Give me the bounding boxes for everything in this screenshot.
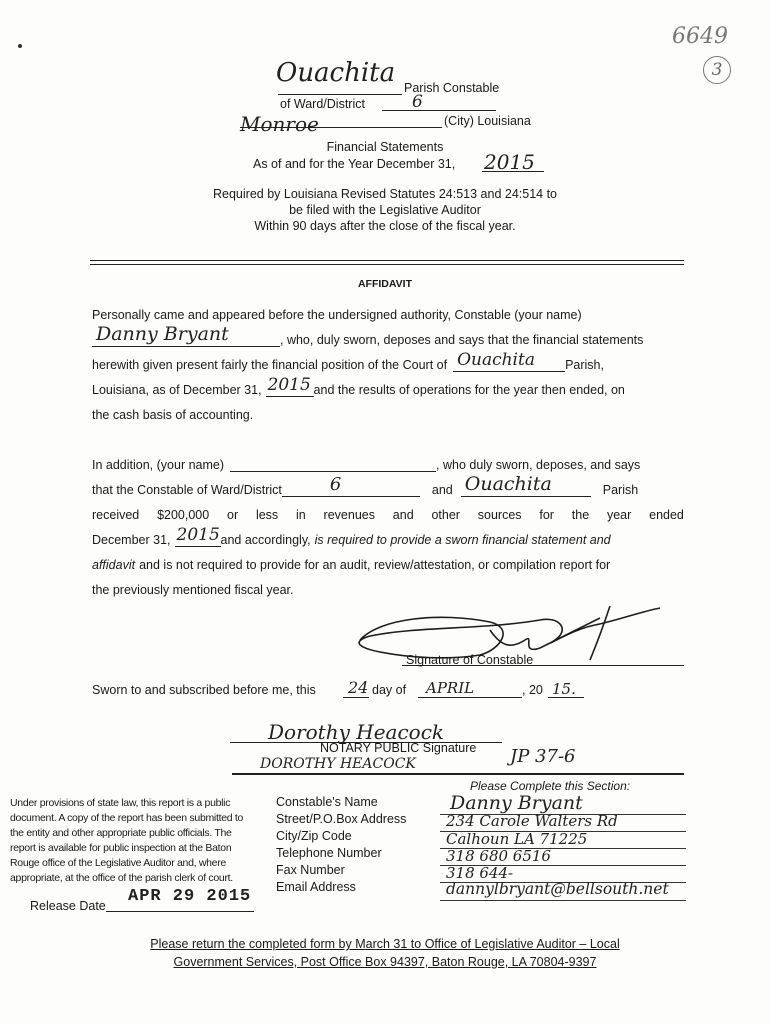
day-line bbox=[343, 697, 369, 698]
day-handwritten: 24 bbox=[348, 678, 369, 697]
constable-name-label: Constable's Name bbox=[276, 795, 378, 809]
constable-name-blank bbox=[92, 323, 280, 347]
year-handwritten: 2015 bbox=[484, 150, 535, 174]
p2-line-1: In addition, (your name) bbox=[92, 458, 225, 472]
p2-line-4-plain: and accordingly, bbox=[220, 533, 311, 547]
constable-name-handwritten: Danny Bryant bbox=[96, 323, 229, 345]
court-parish-handwritten: Ouachita bbox=[457, 350, 535, 370]
day-of-text: day of bbox=[372, 683, 407, 697]
city-line bbox=[240, 127, 442, 128]
footer-line-1: Please return the completed form by March 31 to Office of Legislative Auditor – Local bbox=[150, 937, 620, 951]
p1-line-3: herewith given present fairly the financial position of the Court of bbox=[92, 358, 448, 372]
p1-line-2: , who, duly sworn, deposes and says that the financial statements bbox=[280, 333, 644, 347]
p2-word: other bbox=[431, 508, 460, 522]
affidavit-heading: AFFIDAVIT bbox=[357, 278, 413, 290]
circled-number-value: 3 bbox=[711, 60, 723, 80]
double-rule bbox=[90, 260, 684, 265]
court-parish-blank bbox=[453, 350, 565, 372]
p2-word: or bbox=[227, 508, 239, 522]
email-label: Email Address bbox=[276, 880, 356, 894]
telephone-value: 318 680 6516 bbox=[446, 847, 551, 865]
fax-label: Fax Number bbox=[276, 863, 345, 877]
p2-year-handwritten: 2015 bbox=[176, 525, 220, 545]
notary-label: NOTARY PUBLIC Signature bbox=[320, 741, 477, 755]
release-date-label: Release Date bbox=[30, 899, 106, 913]
ward-line bbox=[382, 110, 496, 111]
p2-line-3 bbox=[92, 504, 684, 522]
p2-word: received bbox=[92, 508, 140, 522]
p2-word: the bbox=[571, 508, 590, 522]
sworn-year-handwritten: 15. bbox=[552, 680, 576, 698]
ward-handwritten: 6 bbox=[412, 92, 423, 112]
p2-ward-blank bbox=[282, 474, 420, 497]
constable-name-value: Danny Bryant bbox=[450, 792, 583, 814]
release-date-stamp: APR 29 2015 bbox=[128, 887, 252, 906]
p2-line-2: that the Constable of Ward/District bbox=[92, 483, 282, 497]
p2-parish-blank bbox=[461, 473, 591, 497]
p2-word: and bbox=[392, 508, 414, 522]
p2-parish-word: Parish bbox=[602, 483, 639, 497]
value-line bbox=[440, 900, 686, 901]
page-number-handwritten: 6649 bbox=[672, 24, 728, 49]
section-rule bbox=[232, 773, 684, 775]
p1-year-handwritten: 2015 bbox=[267, 375, 311, 395]
p2-line-6: the previously mentioned fiscal year. bbox=[92, 583, 294, 597]
notary-id-handwritten: JP 37-6 bbox=[510, 746, 576, 767]
fax-value: 318 644- bbox=[446, 864, 514, 882]
p1-parish-word: Parish, bbox=[565, 358, 604, 372]
p2-word: less bbox=[255, 508, 279, 522]
city-zip-value: Calhoun LA 71225 bbox=[446, 830, 588, 848]
notice-line: Under provisions of state law, this report is a public bbox=[10, 797, 231, 809]
fs-title: Financial Statements bbox=[326, 140, 444, 154]
circled-number bbox=[703, 56, 731, 84]
p2-word: ended bbox=[649, 508, 684, 522]
p2-line-1-after: , who duly sworn, deposes, and says bbox=[436, 458, 641, 472]
p2-word: $200,000 bbox=[157, 508, 210, 522]
p1-line-1: Personally came and appeared before the undersigned authority, Constable (your name) bbox=[92, 308, 582, 322]
notice-line: appropriate, at the office of the parish clerk of court. bbox=[10, 872, 233, 884]
required-line-2: be filed with the Legislative Auditor bbox=[289, 203, 481, 217]
required-line-3: Within 90 days after the close of the fiscal year. bbox=[254, 219, 516, 233]
public-notice bbox=[10, 796, 243, 886]
p2-word: in bbox=[296, 508, 306, 522]
sworn-year-line bbox=[548, 697, 584, 698]
p2-word: revenues bbox=[323, 508, 375, 522]
telephone-label: Telephone Number bbox=[276, 846, 382, 860]
p1-line-4: Louisiana, as of December 31, bbox=[92, 383, 262, 397]
p2-and: and bbox=[431, 483, 453, 497]
parish-handwritten: Ouachita bbox=[276, 58, 396, 88]
p2-parish-handwritten: Ouachita bbox=[464, 473, 552, 495]
year-line-label: As of and for the Year December 31, bbox=[253, 157, 456, 171]
sworn-text: Sworn to and subscribed before me, this bbox=[92, 683, 316, 697]
p2-ward-handwritten: 6 bbox=[329, 474, 342, 495]
email-value: dannylbryant@bellsouth.net bbox=[446, 880, 669, 898]
p2-word: sources bbox=[477, 508, 522, 522]
month-line bbox=[418, 697, 522, 698]
speck bbox=[18, 44, 22, 48]
p1-line-4-after: and the results of operations for the year then ended, on bbox=[313, 383, 625, 397]
year-prefix: , 20 bbox=[522, 683, 543, 697]
notice-line: the entity and other appropriate public officials. The bbox=[10, 827, 232, 839]
p1-line-5: the cash basis of accounting. bbox=[92, 408, 254, 422]
release-date-line bbox=[106, 911, 254, 912]
month-handwritten: APRIL bbox=[426, 679, 475, 697]
year-line bbox=[482, 171, 544, 172]
p2-line-4-italic: is required to provide a sworn financial statement and bbox=[314, 533, 611, 547]
notice-line: document. A copy of the report has been submitted to bbox=[10, 812, 244, 824]
please-complete-label: Please Complete this Section: bbox=[470, 779, 631, 793]
parish-constable-label: Parish Constable bbox=[404, 81, 500, 95]
affidavit-paragraph-2 bbox=[92, 450, 684, 600]
p1-year-blank bbox=[266, 375, 314, 397]
city-label: (City) Louisiana bbox=[444, 114, 531, 128]
street-value: 234 Carole Walters Rd bbox=[446, 812, 618, 830]
required-line-1: Required by Louisiana Revised Statutes 24:513 and 24:514 to bbox=[213, 187, 557, 201]
street-label: Street/P.O.Box Address bbox=[276, 812, 407, 826]
p2-line-5: and is not required to provide for an audit, review/attestation, or compilation report for bbox=[139, 558, 611, 572]
p2-name-blank bbox=[230, 457, 436, 472]
notice-line: Rouge office of the Legislative Auditor and, where bbox=[10, 857, 226, 869]
city-handwritten: Monroe bbox=[240, 112, 319, 136]
notary-signature: Dorothy Heacock bbox=[268, 720, 445, 744]
p2-word: for bbox=[539, 508, 554, 522]
footer-line-2: Government Services, Post Office Box 94397, Baton Rouge, LA 70804-9397 bbox=[173, 955, 597, 969]
p2-line-4: December 31, bbox=[92, 533, 171, 547]
parish-line bbox=[278, 94, 402, 95]
notary-printed-name: DOROTHY HEACOCK bbox=[260, 756, 416, 772]
p2-line-5-italic: affidavit bbox=[92, 558, 136, 572]
ward-label: of Ward/District bbox=[280, 97, 365, 111]
p2-word: year bbox=[606, 508, 632, 522]
affidavit-paragraph-1 bbox=[92, 300, 684, 420]
city-zip-label: City/Zip Code bbox=[276, 829, 352, 843]
contact-labels bbox=[276, 794, 406, 896]
notice-line: report is available for public inspection at the Baton bbox=[10, 842, 232, 854]
p2-year-blank bbox=[175, 525, 221, 547]
constable-sig-label: Signature of Constable bbox=[406, 653, 534, 667]
